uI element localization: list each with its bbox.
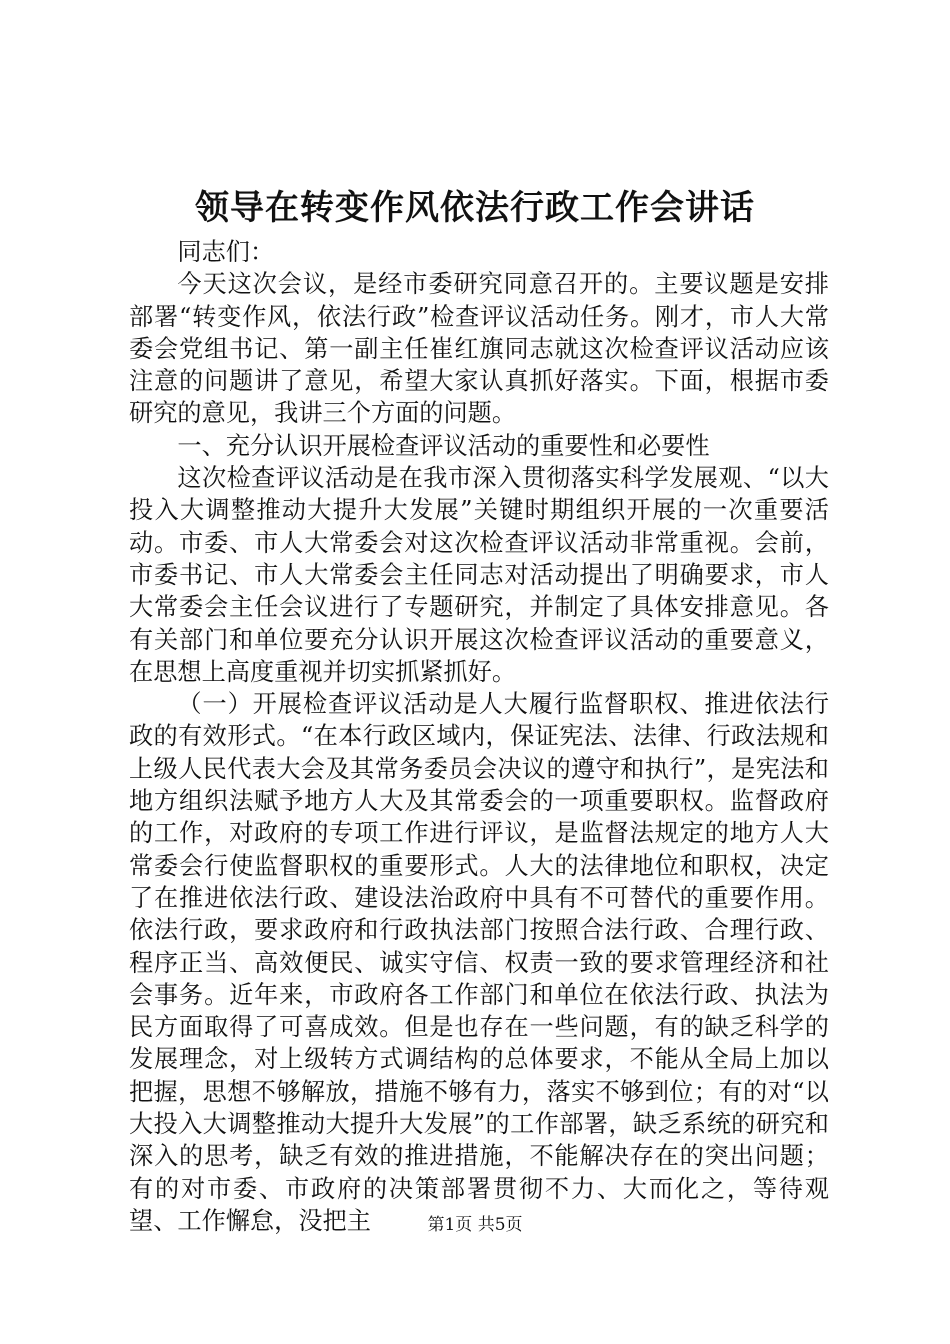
greeting: 同志们： xyxy=(177,238,275,266)
paragraph-section-1: 这次检查评议活动是在我市深入贯彻落实科学发展观、“以大投入大调整推动大提升大发展”关键时期组织开展的一次重要活动。市委、市人大常委会对这次检查评议活动非常重视。会前，市委书记、市人大常委会主任同志对活动提出了明确要求，市人大常委会主任会议进行了专题研究，并制定了具体安排意见。各有关部门和单位要充分认识开展这次检查评议活动的重要意义，在思想上高度重视并切实抓紧抓好。 xyxy=(129,464,829,686)
section-heading-1: 一、充分认识开展检查评议活动的重要性和必要性 xyxy=(177,431,710,460)
page-footer: 第1页 共5页 xyxy=(427,1215,523,1235)
document-title: 领导在转变作风依法行政工作会讲话 xyxy=(195,188,755,228)
paragraph-subsection-1: （一）开展检查评议活动是人大履行监督职权、推进依法行政的有效形式。“在本行政区域内，保证宪法、法律、行政法规和上级人民代表大会及其常务委员会决议的遵守和执行”，是宪法和地方组织法赋予地方人大及其常委会的一项重要职权。监督政府的工作，对政府的专项工作进行评议，是监督法规定的地方人大常委会行使监督职权的重要形式。人大的法律地位和职权，决定了在推进依法行政、建设法治政府中具有不可替代的重要作用。依法行政，要求政府和行政执法部门按照合法行政、合理行政、程序正当、高效便民、诚实守信、权责一致的要求管理经济和社会事务。近年来，市政府各工作部门和单位在依法行政、执法为民方面取得了可喜成效。但是也存在一些问题，有的缺乏科学的发展理念，对上级转方式调结构的总体要求，不能从全局上加以把握，思想不够解放，措施不够有力，落实不够到位；有的对“以大投入大调整推动大提升大发展”的工作部署，缺乏系统的研究和深入的思考，缺乏有效的推进措施，不能解决存在的突出问题；有的对市委、市政府的决策部署贯彻不力、大而化之，等待观望、工作懈怠，没把主 xyxy=(129,690,829,1235)
document-body xyxy=(129,236,829,1237)
paragraph-intro: 今天这次会议，是经市委研究同意召开的。主要议题是安排部署“转变作风，依法行政”检查评议活动任务。刚才，市人大常委会党组书记、第一副主任崔红旗同志就这次检查评议活动应该注意的问题讲了意见，希望大家认真抓好落实。下面，根据市委研究的意见，我讲三个方面的问题。 xyxy=(129,270,829,428)
